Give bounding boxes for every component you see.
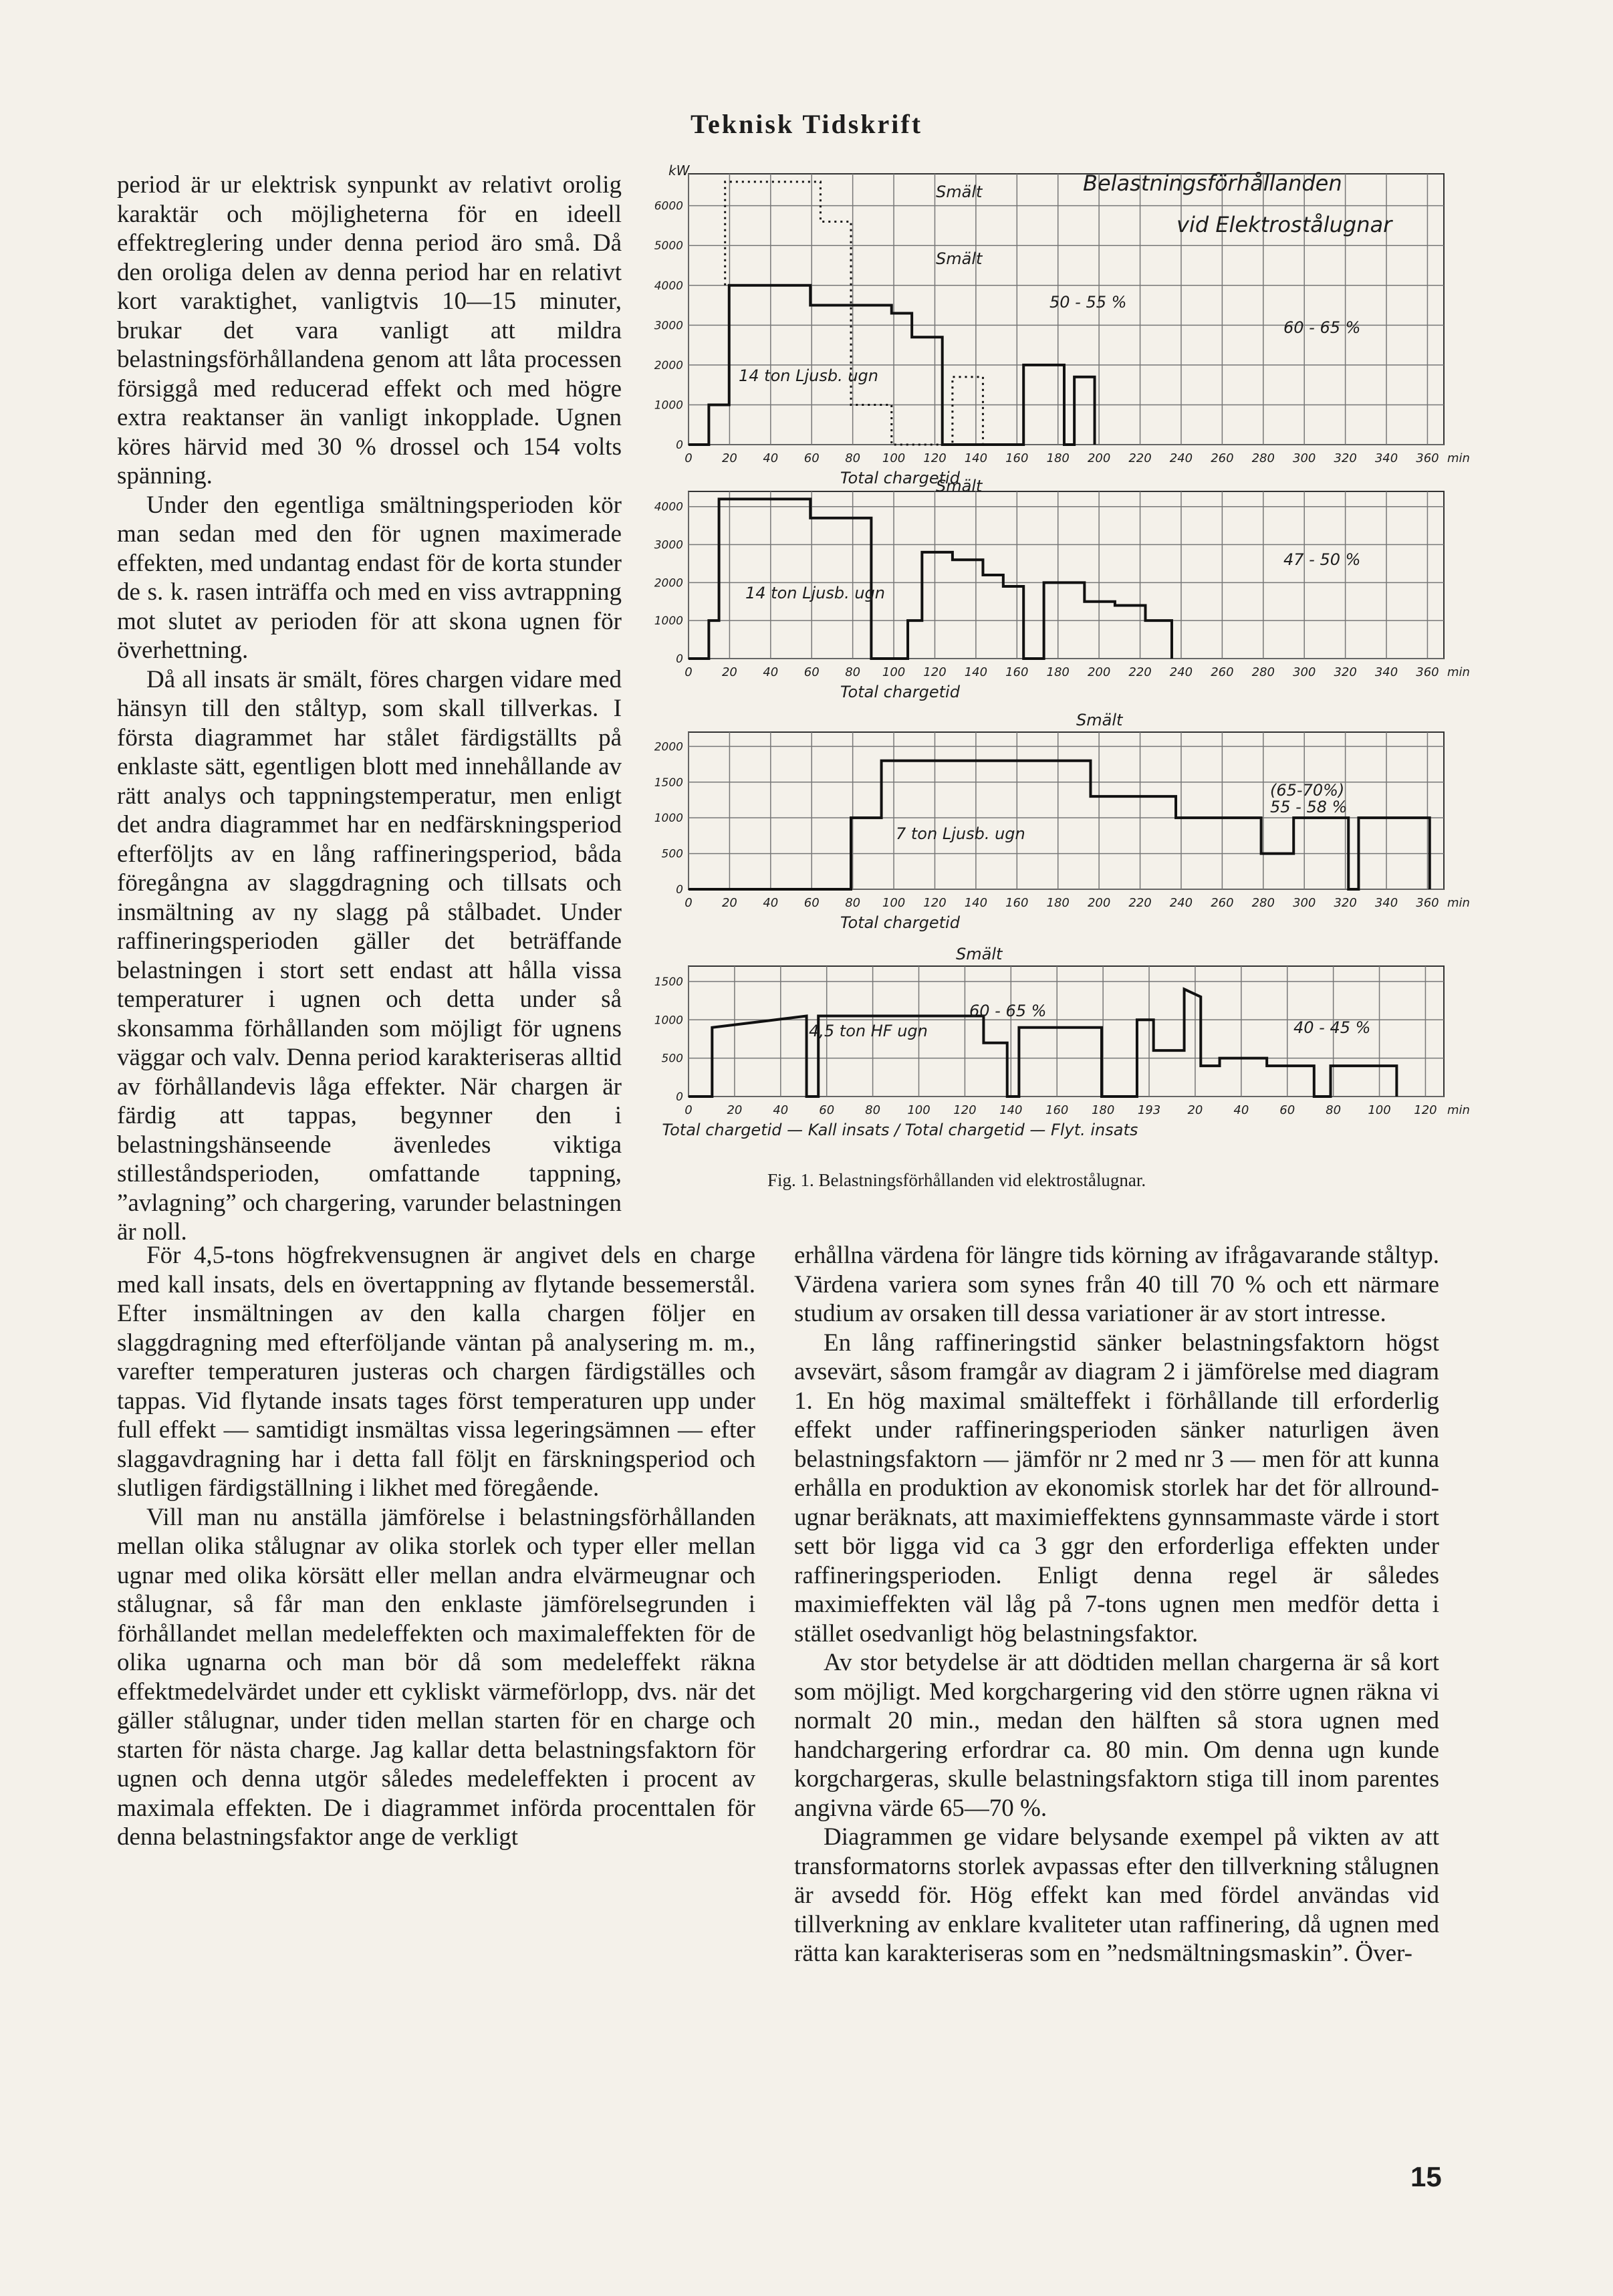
y-tick-label: 6000 [654,199,683,213]
y-tick-label: 0 [676,1090,683,1104]
paragraph: period är ur elektrisk synpunkt av relativt orolig karaktär och möjligheterna för en ideell effektreglering under denna period äro små. Då den oroliga delen av denna period har en relativt kort varaktighet, vanligtvis 10—15 minuter, brukar det vara vanligt att mildra belastningsförhållandena genom att låta processen försiggå med reducerad effekt och med högre extra reaktanser än vanligt inkopplade. Ugnen köres härvid med 30 % drossel och 154 volts spänning. [117,171,622,489]
x-tick-label: 20 [721,896,737,910]
x-tick-label: 220 [1128,896,1152,910]
chart-annotation: 60 - 65 % [969,1002,1047,1020]
x-tick-label: 20 [727,1103,743,1117]
x-tick-label: 0 [685,451,693,465]
x-tick-label: 100 [882,896,906,910]
x-tick-label: 140 [964,665,988,679]
x-tick-label: 80 [845,451,861,465]
x-tick-label: 360 [1416,665,1439,679]
y-tick-label: 500 [661,1052,683,1066]
x-unit-label: min [1447,451,1470,465]
x-tick-label: 0 [685,1103,693,1117]
chart-annotation: 7 ton Ljusb. ugn [896,824,1025,843]
x-tick-label: 120 [923,451,947,465]
x-tick-label: 40 [763,451,779,465]
y-tick-label: 3000 [654,319,683,333]
y-tick-label: 3000 [654,538,683,552]
y-tick-label: 1500 [654,776,683,790]
y-tick-label: 2000 [654,576,683,590]
y-unit-label: kW [668,162,690,179]
paragraph: erhållna värdena för längre tids körning av ifrågavarande ståltyp. Värdena variera som synes från 40 till 70 % och ett närmare studium av orsaken till dessa variationer är av stort intresse. [794,1242,1439,1327]
y-tick-label: 2000 [654,740,683,754]
x-tick-label: 160 [1005,451,1029,465]
x-tick-label: 340 [1374,896,1398,910]
paragraph: Under den egentliga smältningsperioden kör man sedan med den för ugnen maximerade effekten, med undantag endast för de korta stunder de s. k. rasen inträffa och med en viss avtrappning mot slutet av perioden för att skona ugnen för överhettning. [117,491,622,664]
x-tick-label: 340 [1374,665,1398,679]
x-tick-label: 60 [803,451,820,465]
x-tick-label: 260 [1211,665,1234,679]
y-tick-label: 1000 [654,1014,683,1028]
x-tick-label: 120 [923,896,947,910]
x-tick-label: 260 [1211,896,1234,910]
y-tick-label: 0 [676,653,683,666]
y-tick-label: 4000 [654,500,683,514]
chart-annotation: Smält [1076,711,1123,729]
x-tick-label: 320 [1334,665,1357,679]
chart-annotation: 14 ton Ljusb. ugn [745,584,886,602]
x-tick-label: 240 [1169,896,1193,910]
x-tick-label: 80 [1326,1103,1342,1117]
x-tick-label: 20 [721,665,737,679]
x-axis-label: Total chargetid — Kall insats / Total chargetid — Flyt. insats [662,1121,1138,1139]
y-tick-label: 1000 [654,812,683,826]
x-tick-label: 240 [1169,451,1193,465]
paragraph: En lång raffineringstid sänker belastningsfaktorn högst avsevärt, såsom framgår av diagram 2 i jämförelse med diagram 1. En hög maximal smälteffekt i förhållande till erforderlig effekt under raffineringsperioden sänker naturligen även belastningsfaktorn — jämför nr 2 med nr 3 — men för att kunna erhålla en produktion av ekonomisk storlek har det för allround-ugnar beräknats, att maximieffektens gynnsammaste värde i stort sett bör ligga vid ca 3 ggr den erforderliga effekten under raffineringsperioden. Enligt denna regel är således maximieffekten väl låg på 7-tons ugnen men medför detta i stället osedvanligt hög belastningsfaktor. [794,1329,1439,1647]
page-number: 15 [1410,2161,1442,2192]
chart-annotation: 60 - 65 % [1283,318,1361,337]
chart-title: Belastningsförhållanden [1083,170,1342,196]
journal-header: Teknisk Tidskrift [690,109,923,139]
x-tick-label: 20 [721,451,737,465]
x-axis-label: Total chargetid [840,913,960,932]
y-tick-label: 1000 [654,614,683,628]
x-tick-label: 260 [1211,451,1234,465]
x-tick-label: 100 [1368,1103,1391,1117]
x-tick-label: 220 [1128,665,1152,679]
right-column [794,1241,1439,1968]
x-tick-label: 40 [763,665,779,679]
x-tick-label: 300 [1293,451,1316,465]
x-tick-label: 100 [882,665,906,679]
paragraph: Vill man nu anställa jämförelse i belastningsförhållanden mellan olika stålugnar av olika storlek och typer eller mellan ugnar med olika körsätt eller mellan andra elvärmeugnar och stålugnar, så får man den enklaste jämförelsegrunden i förhållandet mellan medeleffekten och maximaleffekten för de olika ugnarna och man bör då som medeleffekt räkna effektmedelvärdet under ett cykliskt värmeförlopp, dvs. när det gäller stålugnar, under tiden mellan starten för en charge och starten för nästa charge. Jag kallar detta belastningsfaktorn för ugnen och denna utgör således medeleffekten i procent av maximala effekten. De i diagrammet införda procenttalen för denna belastningsfaktor ange de verkligt [117,1503,755,1851]
chart-annotation: 14 ton Ljusb. ugn [739,366,879,385]
x-tick-label: 160 [1005,896,1029,910]
paragraph: För 4,5-tons högfrekvensugnen är angivet dels en charge med kall insats, dels en övertappning av flytande bessemerstål. Efter insmältningen av den kalla chargen följer en slaggdragning med efterföljande väntan på analysering m. m., varefter temperaturen justeras och chargen färdigställes och tappas. Vid flytande insats tages först temperaturen upp under full effekt — samtidigt insmältas vissa legeringsämnen — efter slaggavdragning har i detta fall följt en färskningsperiod och slutligen färdigställning i likhet med föregående. [117,1242,755,1502]
x-tick-label: 220 [1128,451,1152,465]
x-tick-label: 0 [685,665,693,679]
x-tick-label: 60 [819,1103,835,1117]
paragraph: Då all insats är smält, föres chargen vidare med hänsyn till den ståltyp, som skall tillverkas. I första diagrammet har stålet färdigställts på enklaste sätt, egentligen blott med innehållande av rätt analys och tappningstemperatur, men enligt det andra diagrammet har en nedfärskningsperiod efterföljts av en lång raffineringsperiod, båda föregångna av slaggdragning och tillsats och insmältning av ny slagg på stålbadet. Under raffineringsperioden gäller det beträffande belastningen i stort sett endast att hålla vissa temperaturer i ugnen och detta under så skonsamma förhållanden som möjligt för ugnens väggar och valv. Denna period karakteriseras alltid av förhållandevis låga effekter. När chargen är färdig att tappas, begynner den i belastningshänseende ävenledes viktiga stilleståndsperioden, omfattande tappning, ”avlagning” och chargering, varunder belastningen är noll. [117,665,622,1246]
chart-annotation: 4,5 ton HF ugn [809,1022,928,1040]
x-tick-label: 180 [1046,665,1070,679]
x-tick-label: 280 [1251,896,1275,910]
x-tick-label: 200 [1087,451,1111,465]
x-tick-label: 120 [953,1103,977,1117]
x-tick-label: 180 [1091,1103,1115,1117]
x-tick-label: 280 [1251,451,1275,465]
x-tick-label: 40 [1233,1103,1249,1117]
x-tick-label: 280 [1251,665,1275,679]
left-column-top [117,170,622,1247]
chart-annotation: Smält [956,945,1003,963]
x-tick-label: 320 [1334,451,1357,465]
x-tick-label: 340 [1374,451,1398,465]
x-tick-label: 60 [1279,1103,1295,1117]
x-tick-label: 140 [964,451,988,465]
x-tick-label: 80 [865,1103,881,1117]
y-tick-label: 1000 [654,398,683,413]
x-tick-label: 320 [1334,896,1357,910]
y-tick-label: 5000 [654,239,683,253]
x-tick-label: 60 [803,896,820,910]
chart-title: vid Elektrostålugnar [1176,212,1392,237]
x-tick-label: 80 [845,896,861,910]
chart-annotation: Smält [936,477,983,495]
x-tick-label: 80 [845,665,861,679]
paragraph: Diagrammen ge vidare belysande exempel på vikten av att transformatorns storlek avpassas efter den tillverkning stålugnen är avsedd för. Hög effekt kan med fördel användas vid tillverkning av enklare kvaliteter utan raffinering, då ugnen med rätta kan karakteriseras som en ”nedsmältningsmaskin”. Över- [794,1823,1439,1967]
y-tick-label: 0 [676,439,683,452]
x-tick-label: 200 [1087,665,1111,679]
load-diagrams-figure [642,160,1470,1157]
y-tick-label: 500 [661,847,683,861]
x-tick-label: 20 [1187,1103,1203,1117]
chart-annotation: Smält [936,249,983,268]
x-tick-label: 300 [1293,665,1316,679]
x-tick-label: 240 [1169,665,1193,679]
chart-annotation: Smält [936,183,983,201]
chart-annotation: 50 - 55 % [1049,293,1127,312]
x-tick-label: 300 [1293,896,1316,910]
paragraph: Av stor betydelse är att dödtiden mellan chargerna är så kort som möjligt. Med korgchargering vid den större ugnen räkna vi normalt 20 min., medan den hälften så stora ugnen med handchargering erfordrar ca. 80 min. Om denna ugn kunde korgchargeras, skulle belastningsfaktorn stiga till inom parentes angivna värde 65—70 %. [794,1649,1439,1822]
x-tick-label: 180 [1046,896,1070,910]
figure-caption: Fig. 1. Belastningsförhållanden vid elektrostålugnar. [767,1170,1146,1190]
load-curve [689,761,1430,889]
y-tick-label: 2000 [654,358,683,372]
x-unit-label: min [1447,896,1470,910]
x-tick-label: 193 [1137,1103,1161,1117]
y-tick-label: 4000 [654,279,683,293]
chart-annotation: (65-70%) [1270,781,1345,800]
x-tick-label: 40 [773,1103,789,1117]
x-tick-label: 100 [907,1103,930,1117]
x-tick-label: 360 [1416,451,1439,465]
x-axis-label: Total chargetid [840,469,960,487]
y-tick-label: 1500 [654,975,683,989]
chart-frame [689,491,1444,659]
x-tick-label: 160 [1045,1103,1069,1117]
x-tick-label: 60 [803,665,820,679]
x-tick-label: 360 [1416,896,1439,910]
x-tick-label: 40 [763,896,779,910]
x-unit-label: min [1447,1103,1470,1117]
x-tick-label: 140 [999,1103,1023,1117]
x-tick-label: 120 [1414,1103,1437,1117]
x-tick-label: 160 [1005,665,1029,679]
x-tick-label: 140 [964,896,988,910]
chart-annotation: 55 - 58 % [1270,798,1348,816]
x-tick-label: 0 [685,896,693,910]
x-tick-label: 200 [1087,896,1111,910]
x-tick-label: 120 [923,665,947,679]
x-unit-label: min [1447,665,1470,679]
chart-annotation: 47 - 50 % [1283,550,1361,569]
x-tick-label: 100 [882,451,906,465]
x-tick-label: 180 [1046,451,1070,465]
y-tick-label: 0 [676,883,683,897]
chart-annotation: 40 - 45 % [1293,1018,1371,1037]
x-axis-label: Total chargetid [840,683,960,701]
left-column-bottom [117,1241,755,1852]
